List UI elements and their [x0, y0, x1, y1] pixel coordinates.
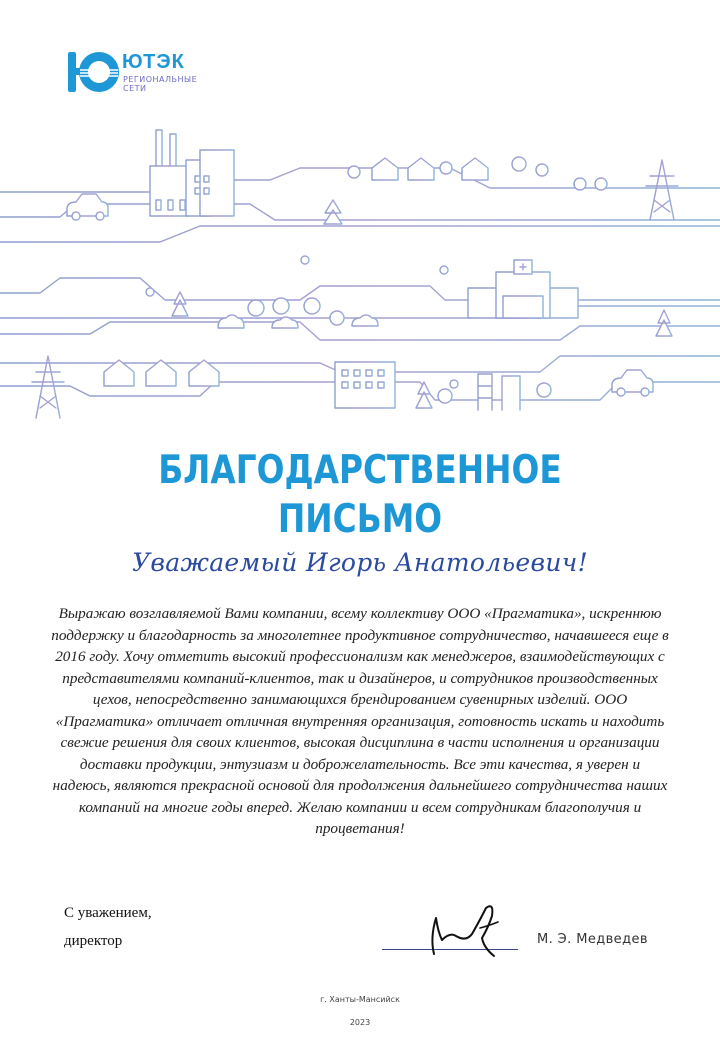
- logo-subtitle-line2: СЕТИ: [123, 84, 147, 93]
- footer-city: г. Ханты-Мансийск: [320, 995, 400, 1004]
- letter-title-line2: ПИСЬМО: [277, 497, 443, 542]
- footer-year: 2023: [349, 1018, 371, 1027]
- greeting: Уважаемый Игорь Анатольевич!: [132, 548, 588, 577]
- letter-body: Выражаю возглавляемой Вами компании, всему коллективу ООО «Прагматика», искреннюю поддержку и благодарность за многолетнее продуктивное сотрудничество, начавшееся еще в 2016 году. Хочу отметить высокий профессионализм как менеджеров, взаимодействующих с представителями компаний-клиентов, так и дизайнеров, и сотрудников производственных цехов, непосредственно занимающихся брендированием сувенирных изделий. ООО «Прагматика» отличает отличная внутренняя организация, готовность искать и находить свежие решения для своих клиентов, высокая дисциплина в части исполнения и организации доставки продукции, энтузиазм и доброжелательность. Все эти качества, я уверен и надеюсь, являются прекрасной основой для продолжения дальнейшего сотрудничества наших компаний на многие годы вперед. Желаю компании и всем сотрудникам благополучия и процветания!: [51, 605, 669, 837]
- handwritten-signature: [420, 898, 510, 960]
- closing-regards: С уважением,: [64, 905, 152, 921]
- letter-title-line1: БЛАГОДАРСТВЕННОЕ: [158, 448, 562, 493]
- logo-subtitle-line1: РЕГИОНАЛЬНЫЕ: [123, 75, 198, 84]
- logo-subtitle: [123, 75, 197, 93]
- signer-position: директор: [64, 933, 123, 949]
- town-line-illustration: [0, 120, 720, 442]
- utek-logo-icon: [66, 48, 120, 96]
- signer-name: М. Э. Медведев: [537, 932, 648, 947]
- company-logo: [66, 48, 206, 98]
- logo-name: ЮТЭК: [122, 51, 185, 73]
